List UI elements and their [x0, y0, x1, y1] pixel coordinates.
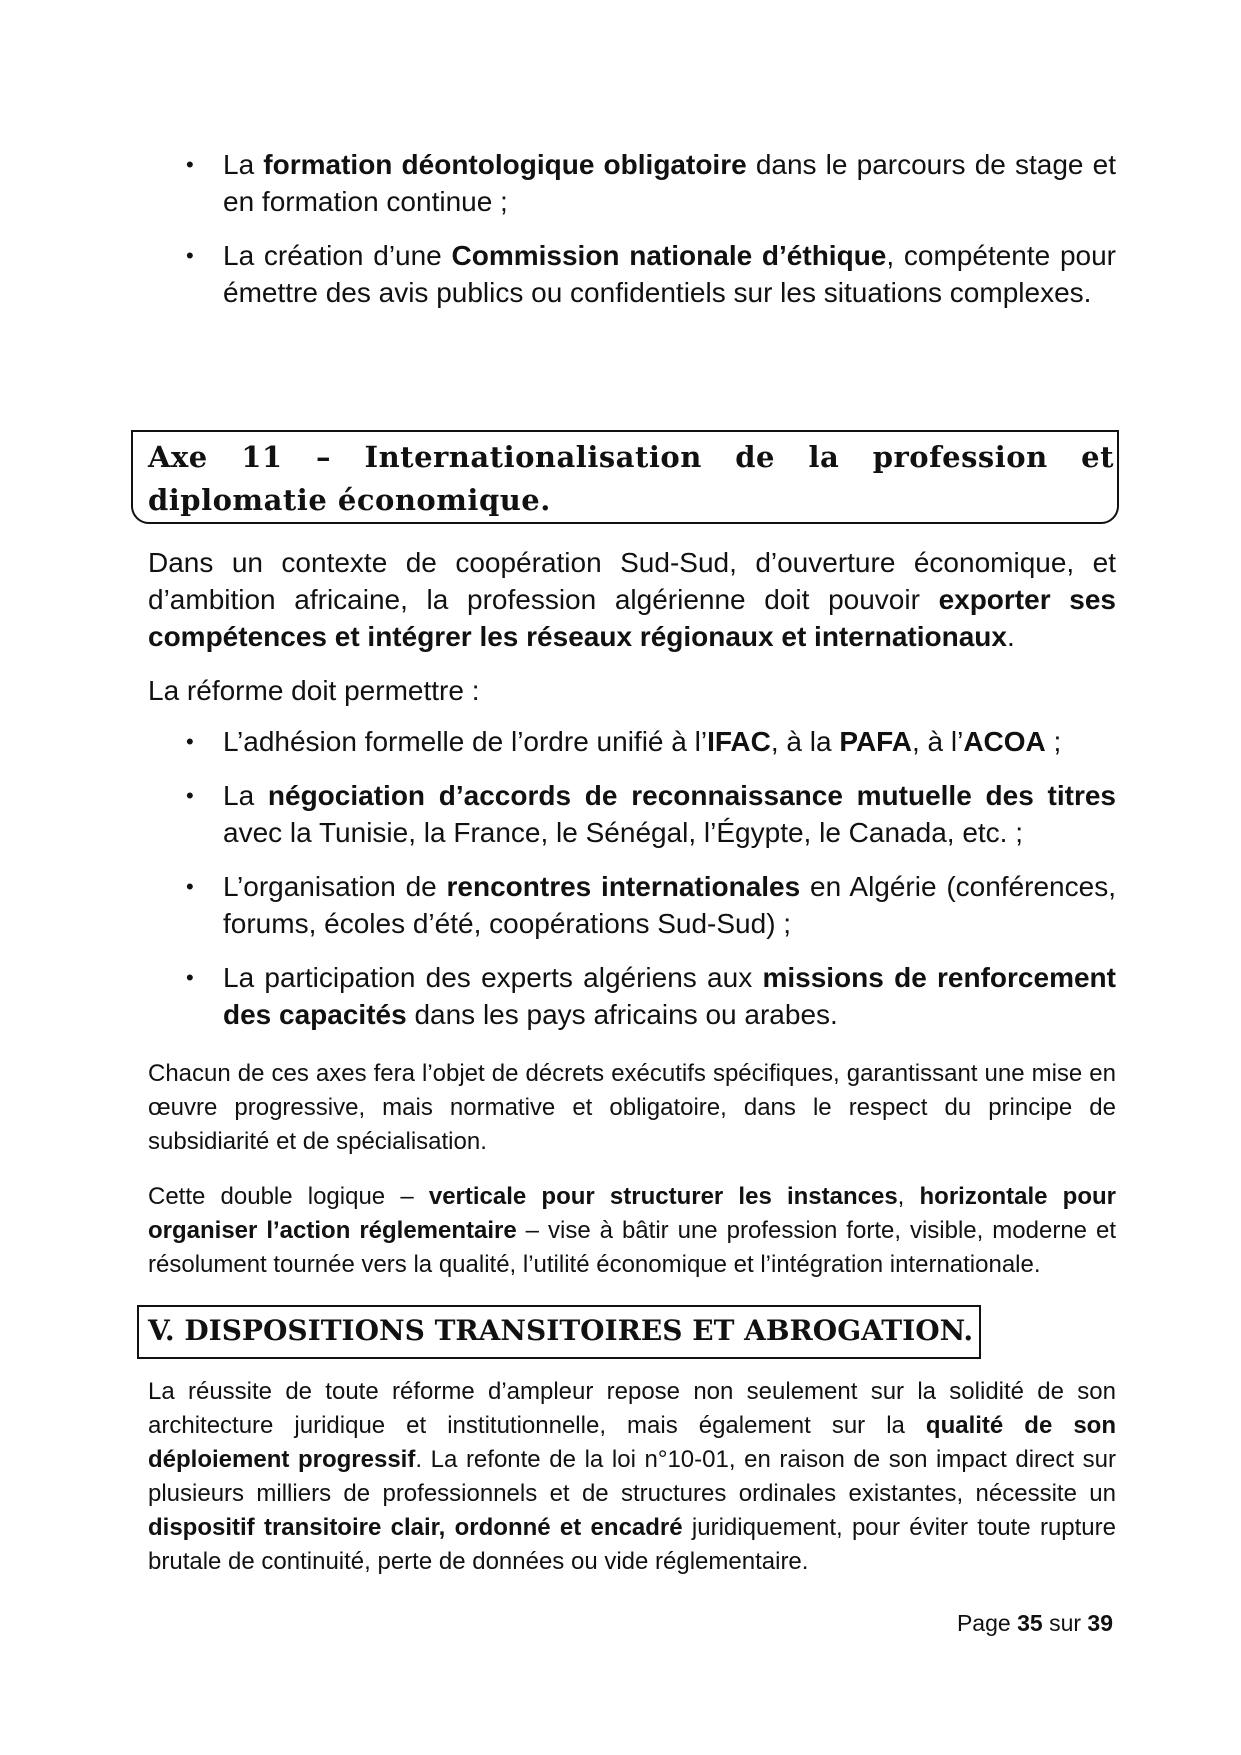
logique-paragraph: Cette double logique – verticale pour structurer les instances, horizontale pour organiser l’action réglementaire – vise à bâtir une profession forte, visible, moderne et résolument tournée vers la qualité, l’utilité économique et l’intégration internationale.	[148, 1183, 1117, 1278]
reform-bullet-list	[148, 723, 1116, 1050]
list-item: • La création d’une Commission nationale d’éthique, compétente pour émettre des avis publics ou confidentiels sur les situations complexes.	[148, 237, 1116, 311]
decrets-paragraph: Chacun de ces axes fera l’objet de décrets exécutifs spécifiques, garantissant une mise en œuvre progressive, mais normative et obligatoire, dans le respect du principe de subsidiarité et de spécialisation.	[148, 1060, 1116, 1155]
axis-heading: Axe 11 – Internationalisation de la profession et diplomatie économique.	[148, 440, 1114, 517]
list-item: • L’adhésion formelle de l’ordre unifié à l’IFAC, à la PAFA, à l’ACOA ;	[148, 723, 1116, 760]
list-item: • La formation déontologique obligatoire dans le parcours de stage et en formation continue ;	[148, 146, 1116, 220]
section-heading: V. DISPOSITIONS TRANSITOIRES ET ABROGATION.	[148, 1314, 974, 1347]
list-item: • L’organisation de rencontres internationales en Algérie (conférences, forums, écoles d’été, coopérations Sud-Sud) ;	[148, 868, 1116, 942]
reform-intro: La réforme doit permettre :	[148, 675, 480, 706]
reussite-paragraph: La réussite de toute réforme d’ampleur repose non seulement sur la solidité de son architecture juridique et institutionnelle, mais également sur la qualité de son déploiement progressif. La refonte de la loi n°10-01, en raison de son impact direct sur plusieurs milliers de professionnels et de structures ordinales existantes, nécessite un dispositif transitoire clair, ordonné et encadré juridiquement, pour éviter toute rupture brutale de continuité, perte de données ou vide réglementaire.	[148, 1378, 1117, 1575]
intro-paragraph: Dans un contexte de coopération Sud-Sud, d’ouverture économique, et d’ambition africaine, la profession algérienne doit pouvoir exporter ses compétences et intégrer les réseaux régionaux et internationaux.	[148, 547, 1116, 652]
page-number: Page 35 sur 39	[956, 1610, 1113, 1636]
list-item: • La négociation d’accords de reconnaissance mutuelle des titres avec la Tunisie, la France, le Sénégal, l’Égypte, le Canada, etc. ;	[148, 777, 1116, 851]
top-bullet-list	[148, 146, 1116, 328]
list-item: • La participation des experts algériens aux missions de renforcement des capacités dans les pays africains ou arabes.	[148, 959, 1116, 1033]
